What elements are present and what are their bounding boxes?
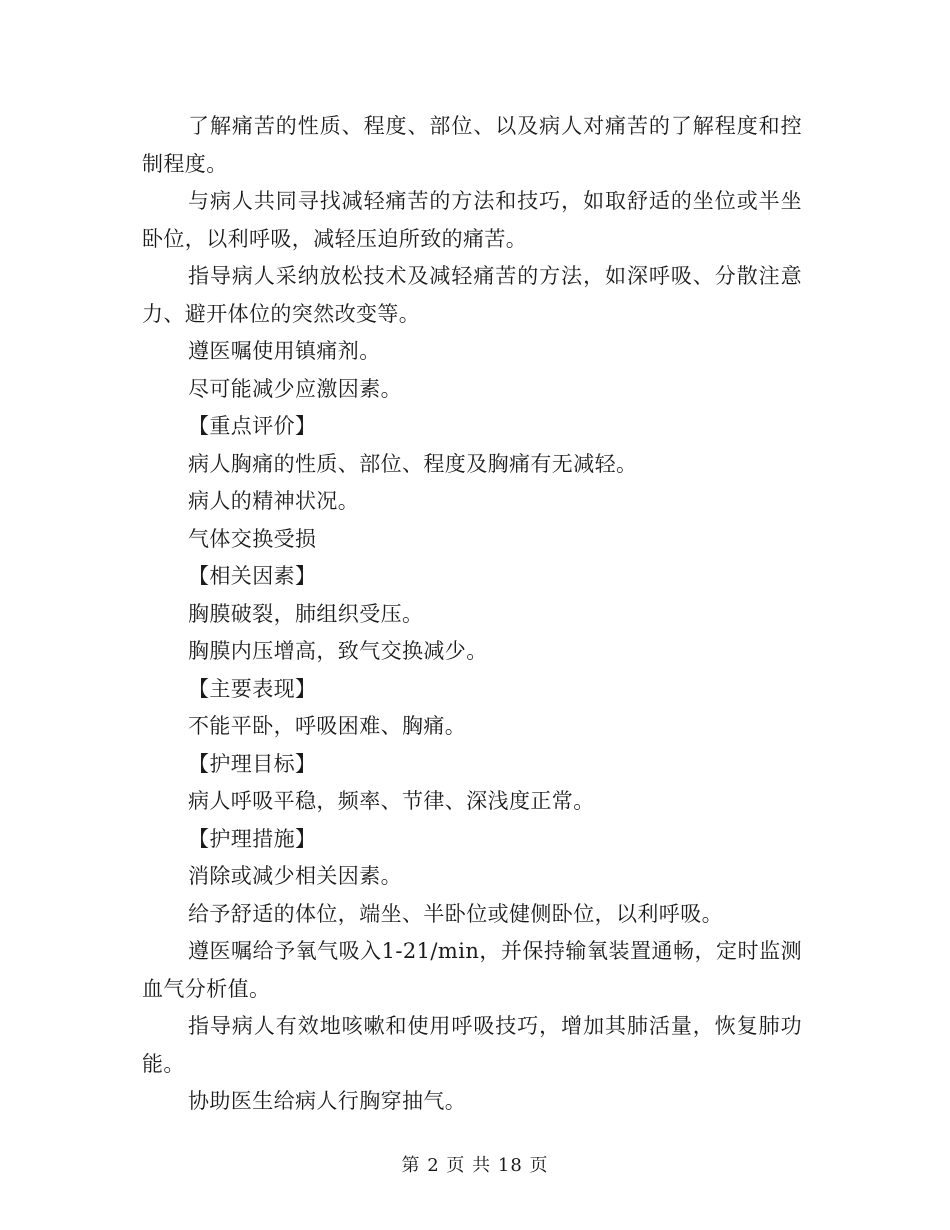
paragraph: 病人的精神状况。 xyxy=(188,489,360,513)
page-number-total: 18 xyxy=(497,1155,523,1176)
paragraph: 胸膜破裂，肺组织受压。 xyxy=(188,601,424,626)
paragraph: 病人呼吸平稳，频率、节律、深浅度正常。 xyxy=(188,789,595,813)
section-heading: 【重点评价】 xyxy=(188,414,317,438)
section-heading: 【主要表现】 xyxy=(188,676,317,701)
section-heading: 【护理措施】 xyxy=(188,826,317,851)
paragraph: 指导病人采纳放松技术及减轻痛苦的方法，如深呼吸、分散注意力、避开体位的突然改变等。 xyxy=(142,264,802,326)
paragraph: 遵医嘱使用镇痛剂。 xyxy=(188,339,381,363)
page-label-mid: 页 共 xyxy=(446,1155,492,1176)
page-number-current: 2 xyxy=(427,1155,440,1176)
paragraph: 尽可能减少应激因素。 xyxy=(188,376,402,401)
page-footer xyxy=(0,1154,950,1178)
paragraph: 病人胸痛的性质、部位、程度及胸痛有无减轻。 xyxy=(188,451,638,476)
paragraph: 胸膜内压增高，致气交换减少。 xyxy=(188,639,488,663)
paragraph: 了解痛苦的性质、程度、部位、以及病人对痛苦的了解程度和控制程度。 xyxy=(142,114,802,176)
page-label-prefix: 第 xyxy=(401,1155,421,1176)
paragraph: 气体交换受损 xyxy=(188,526,317,551)
paragraph: 消除或减少相关因素。 xyxy=(188,864,402,888)
paragraph: 协助医生给病人行胸穿抽气。 xyxy=(188,1089,467,1113)
page-label-suffix: 页 xyxy=(529,1155,549,1176)
section-heading: 【相关因素】 xyxy=(188,564,317,588)
paragraph: 与病人共同寻找减轻痛苦的方法和技巧，如取舒适的坐位或半坐卧位，以利呼吸，减轻压迫所致的痛苦。 xyxy=(142,189,802,251)
paragraph: 遵医嘱给予氧气吸入1-21/min，并保持输氧装置通畅，定时监测血气分析值。 xyxy=(142,939,802,1001)
paragraph: 不能平卧，呼吸困难、胸痛。 xyxy=(188,714,467,738)
document-body xyxy=(142,108,802,1121)
section-heading: 【护理目标】 xyxy=(188,751,317,776)
paragraph: 指导病人有效地咳嗽和使用呼吸技巧，增加其肺活量，恢复肺功能。 xyxy=(142,1014,802,1076)
paragraph: 给予舒适的体位，端坐、半卧位或健侧卧位，以利呼吸。 xyxy=(188,901,723,926)
